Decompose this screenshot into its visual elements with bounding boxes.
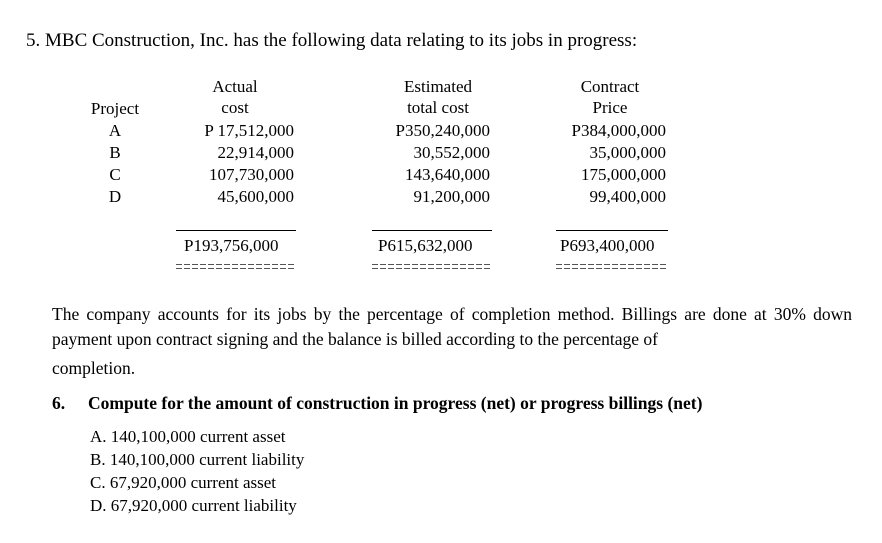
description-continuation: completion. [52, 358, 136, 378]
estimated-cost-total: P615,632,000 [378, 236, 473, 255]
estimated-cost-values [370, 120, 490, 208]
contract-header-line2: Price [592, 98, 628, 117]
actual-cost-header [168, 76, 302, 118]
project-d: D [108, 187, 122, 206]
actual-cost-values [170, 120, 294, 208]
project-c: C [109, 165, 121, 184]
estimated-total-underline [372, 230, 492, 231]
contract-price-values [556, 120, 666, 208]
project-b: B [109, 143, 121, 162]
estimated-header-line1: Estimated [404, 77, 472, 96]
actual-cost-d: 45,600,000 [217, 187, 294, 206]
contract-price-b: 35,000,000 [589, 143, 666, 162]
contract-total-underline [556, 230, 668, 231]
actual-total-underline [176, 230, 296, 231]
actual-total-double-underline [176, 264, 296, 269]
project-header: Project [90, 99, 140, 118]
choice-c[interactable]: C. 67,920,000 current asset [90, 473, 277, 492]
actual-header-line1: Actual [212, 77, 258, 96]
contract-total-double-underline [556, 264, 668, 269]
estimated-cost-d: 91,200,000 [413, 187, 490, 206]
contract-price-total: P693,400,000 [560, 236, 655, 255]
actual-cost-b: 22,914,000 [217, 143, 294, 162]
question-5-text: 5. MBC Construction, Inc. has the following data relating to its jobs in progress: [26, 30, 638, 51]
actual-cost-total: P193,756,000 [184, 236, 279, 255]
contract-price-a: P384,000,000 [571, 121, 666, 140]
estimated-cost-header [364, 76, 512, 118]
description-paragraph: The company accounts for its jobs by the percentage of completion method. Billings are done at 30% down payment upon contract signing and the balance is billed according to the percentage of [52, 304, 852, 349]
contract-price-d: 99,400,000 [589, 187, 666, 206]
choice-d[interactable]: D. 67,920,000 current liability [90, 496, 297, 515]
question-6-text: Compute for the amount of construction in progress (net) or progress billings (net) [88, 393, 703, 413]
project-column [84, 98, 146, 208]
actual-cost-a: P 17,512,000 [204, 121, 294, 140]
estimated-cost-b: 30,552,000 [413, 143, 490, 162]
choice-b[interactable]: B. 140,100,000 current liability [90, 450, 305, 469]
choice-a[interactable]: A. 140,100,000 current asset [90, 427, 286, 446]
estimated-header-line2: total cost [407, 98, 469, 117]
answer-choices [90, 425, 304, 517]
project-a: A [108, 121, 122, 140]
estimated-total-double-underline [372, 264, 492, 269]
estimated-cost-a: P350,240,000 [395, 121, 490, 140]
contract-header-line1: Contract [580, 77, 640, 96]
contract-price-c: 175,000,000 [581, 165, 666, 184]
estimated-cost-c: 143,640,000 [405, 165, 490, 184]
actual-header-line2: cost [221, 98, 249, 117]
question-6-number: 6. [52, 393, 66, 413]
contract-price-header [552, 76, 668, 118]
actual-cost-c: 107,730,000 [209, 165, 294, 184]
question-6 [52, 393, 702, 414]
